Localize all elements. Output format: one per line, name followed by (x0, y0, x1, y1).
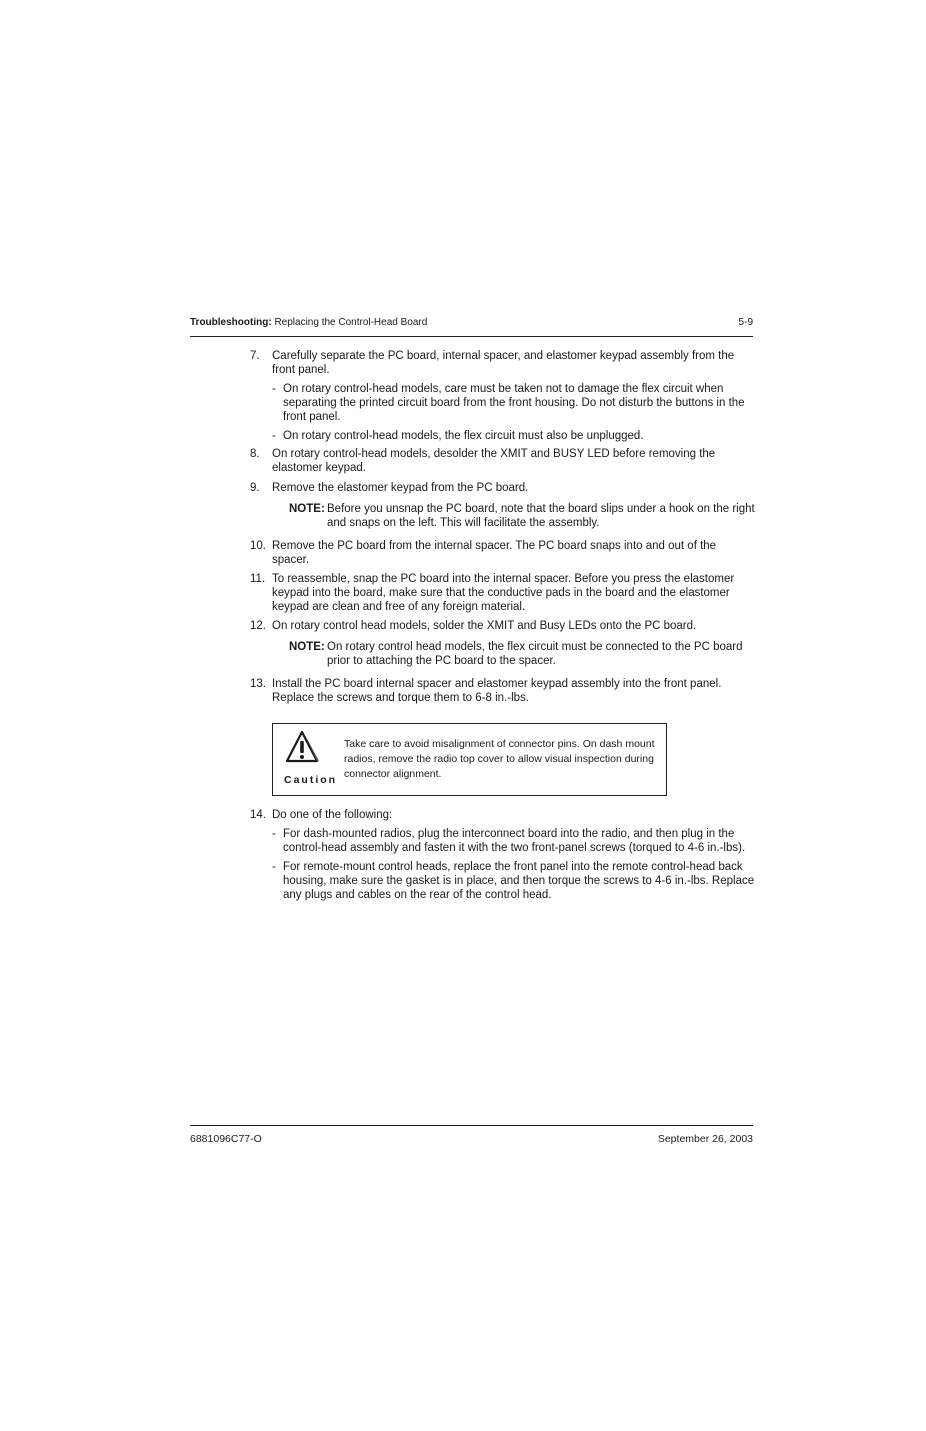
running-footer (190, 1133, 753, 1149)
note-text: Before you unsnap the PC board, note that the board slips under a hook on the right and snaps on the left. This will facilitate the assembly. (327, 503, 755, 530)
document-number: 6881096C77-O (190, 1133, 262, 1145)
header-rule (190, 336, 753, 337)
sub-text: On rotary control-head models, care must be taken not to damage the flex circuit when separating the printed circuit board from the front housing. Do not disturb the buttons in the front panel. (283, 383, 745, 424)
sub-text: For remote-mount control heads, replace the front panel into the remote control-head back housing, make sure the gasket is in place, and then torque the screws to 4-6 in.-lbs. Replace any plugs and cables on the rear of the control head. (283, 861, 755, 902)
header-section-bold: Troubleshooting: (190, 317, 272, 328)
note-label: NOTE: (289, 641, 325, 653)
step-text: Carefully separate the PC board, internal spacer, and elastomer keypad assembly from the front panel. (272, 350, 735, 377)
header-section (190, 317, 427, 328)
step-text: On rotary control-head models, desolder the XMIT and BUSY LED before removing the elastomer keypad. (272, 448, 716, 475)
sub-marker: - (272, 828, 276, 840)
footer-rule (190, 1125, 753, 1126)
step-number: 12. (250, 620, 266, 632)
step-text: Install the PC board internal spacer and elastomer keypad assembly into the front panel. Replace the screws and torque them to 6-8 in.-lbs. (272, 678, 722, 705)
running-header (190, 317, 753, 333)
step-number: 13. (250, 678, 266, 690)
note-text: On rotary control head models, the flex circuit must be connected to the PC board prior to attaching the PC board to the spacer. (327, 641, 743, 668)
sub-text: On rotary control-head models, the flex circuit must also be unplugged. (283, 430, 644, 442)
step-number: 8. (250, 448, 260, 460)
step-number: 14. (250, 809, 266, 821)
step-text: To reassemble, snap the PC board into the internal spacer. Before you press the elastomer keypad into the board, make sure that the conductive pads in the board and the elastomer keypad are clean and free of any foreign material. (272, 573, 735, 614)
step-number: 10. (250, 540, 266, 552)
caution-label: Caution (284, 774, 338, 786)
caution-box (272, 723, 667, 796)
page-number: 5-9 (738, 317, 753, 328)
sub-marker: - (272, 861, 276, 873)
sub-marker: - (272, 430, 276, 442)
caution-text: Take care to avoid misalignment of connector pins. On dash mount radios, remove the radio top cover to allow visual inspection during connector alignment. (344, 738, 655, 780)
warning-triangle-icon (285, 730, 319, 764)
sub-marker: - (272, 383, 276, 395)
step-text: Do one of the following: (272, 809, 393, 821)
step-number: 11. (250, 573, 266, 585)
header-section-title: Replacing the Control-Head Board (274, 317, 428, 328)
publication-date: September 26, 2003 (657, 1133, 753, 1145)
step-text: Remove the PC board from the internal spacer. The PC board snaps into and out of the spacer. (272, 540, 717, 567)
step-text: Remove the elastomer keypad from the PC board. (272, 482, 529, 494)
note-label: NOTE: (289, 503, 325, 515)
sub-text: For dash-mounted radios, plug the interconnect board into the radio, and then plug in the control-head assembly and fasten it with the two front-panel screws (torqued to 4-6 in.-lbs). (283, 828, 746, 855)
step-number: 9. (250, 482, 260, 494)
step-text: On rotary control head models, solder the XMIT and Busy LEDs onto the PC board. (272, 620, 697, 632)
step-number: 7. (250, 350, 260, 362)
